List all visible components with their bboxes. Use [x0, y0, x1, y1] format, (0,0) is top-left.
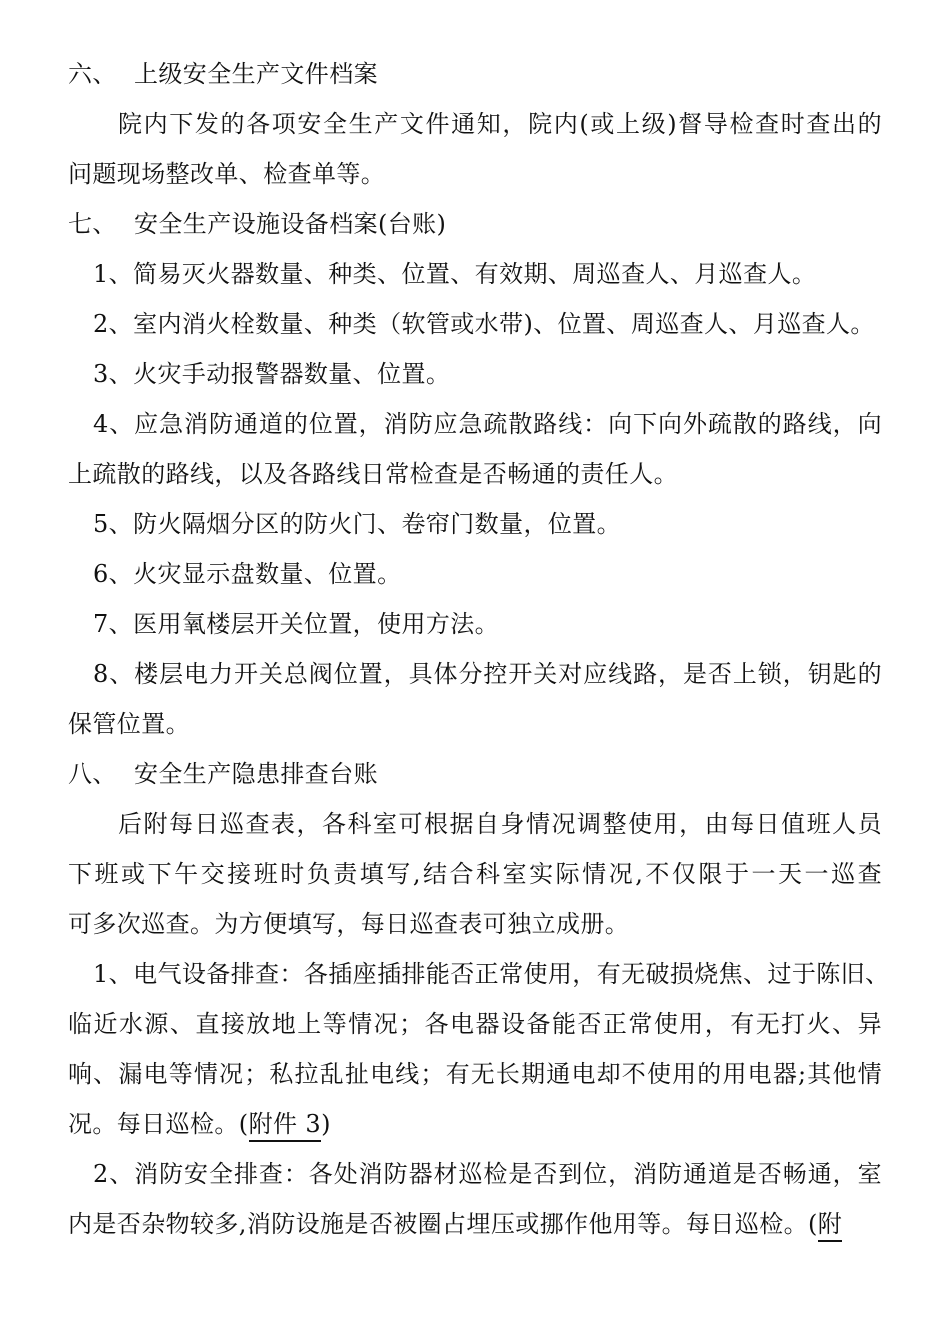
section-number: 七、 [68, 210, 117, 238]
paragraph-line: 可多次巡查。为方便填写，每日巡查表可独立成册。 [68, 910, 630, 938]
list-item-line: 8、楼层电力开关总阀位置，具体分控开关对应线路，是否上锁，钥匙的 [93, 660, 882, 688]
paragraph-line: 下班或下午交接班时负责填写,结合科室实际情况,不仅限于一天一巡查 [68, 860, 882, 888]
section-heading-6 [0, 54, 950, 94]
list-item-line: 6、火灾显示盘数量、位置。 [93, 560, 402, 588]
list-item-line: 2、室内消火栓数量、种类（软管或水带)、位置、周巡查人、月巡查人。 [93, 310, 875, 338]
section-heading-7 [0, 204, 950, 244]
section-title: 上级安全生产文件档案 [134, 60, 378, 88]
paragraph-line: 院内下发的各项安全生产文件通知，院内(或上级)督导检查时查出的 [118, 110, 882, 138]
section-title: 安全生产设施设备档案(台账) [134, 210, 447, 238]
attachment-link[interactable]: 附 [818, 1210, 842, 1242]
list-item-line: 上疏散的路线，以及各路线日常检查是否畅通的责任人。 [68, 460, 678, 488]
list-item-line: 2、消防安全排查：各处消防器材巡检是否到位，消防通道是否畅通，室 [93, 1160, 882, 1188]
list-item-line: 况。每日巡检。(附件 3) [0, 1104, 950, 1144]
list-item-line: 7、医用氧楼层开关位置，使用方法。 [93, 610, 500, 638]
list-item-line: 响、漏电等情况；私拉乱扯电线；有无长期通电却不使用的用电器;其他情 [68, 1060, 882, 1088]
section-title: 安全生产隐患排查台账 [134, 760, 378, 788]
list-item-line: 5、防火隔烟分区的防火门、卷帘门数量，位置。 [93, 510, 622, 538]
list-item-line: 内是否杂物较多,消防设施是否被圈占埋压或挪作他用等。每日巡检。(附 [0, 1204, 950, 1244]
section-number: 六、 [68, 60, 117, 88]
paragraph-line: 后附每日巡查表，各科室可根据自身情况调整使用，由每日值班人员 [118, 810, 882, 838]
list-item-line: 3、火灾手动报警器数量、位置。 [93, 360, 451, 388]
list-item-line: 1、简易灭火器数量、种类、位置、有效期、周巡查人、月巡查人。 [93, 260, 817, 288]
list-item-line: 1、电气设备排查：各插座插排能否正常使用，有无破损烧焦、过于陈旧、 [93, 960, 890, 988]
paragraph-line: 问题现场整改单、检查单等。 [68, 160, 386, 188]
list-item-line: 保管位置。 [68, 710, 190, 738]
attachment-link[interactable]: 附件 3 [249, 1110, 322, 1142]
section-heading-8 [0, 754, 950, 794]
section-number: 八、 [68, 760, 117, 788]
list-item-line: 临近水源、直接放地上等情况；各电器设备能否正常使用，有无打火、异 [68, 1010, 882, 1038]
list-item-line: 4、应急消防通道的位置，消防应急疏散路线：向下向外疏散的路线，向 [93, 410, 882, 438]
